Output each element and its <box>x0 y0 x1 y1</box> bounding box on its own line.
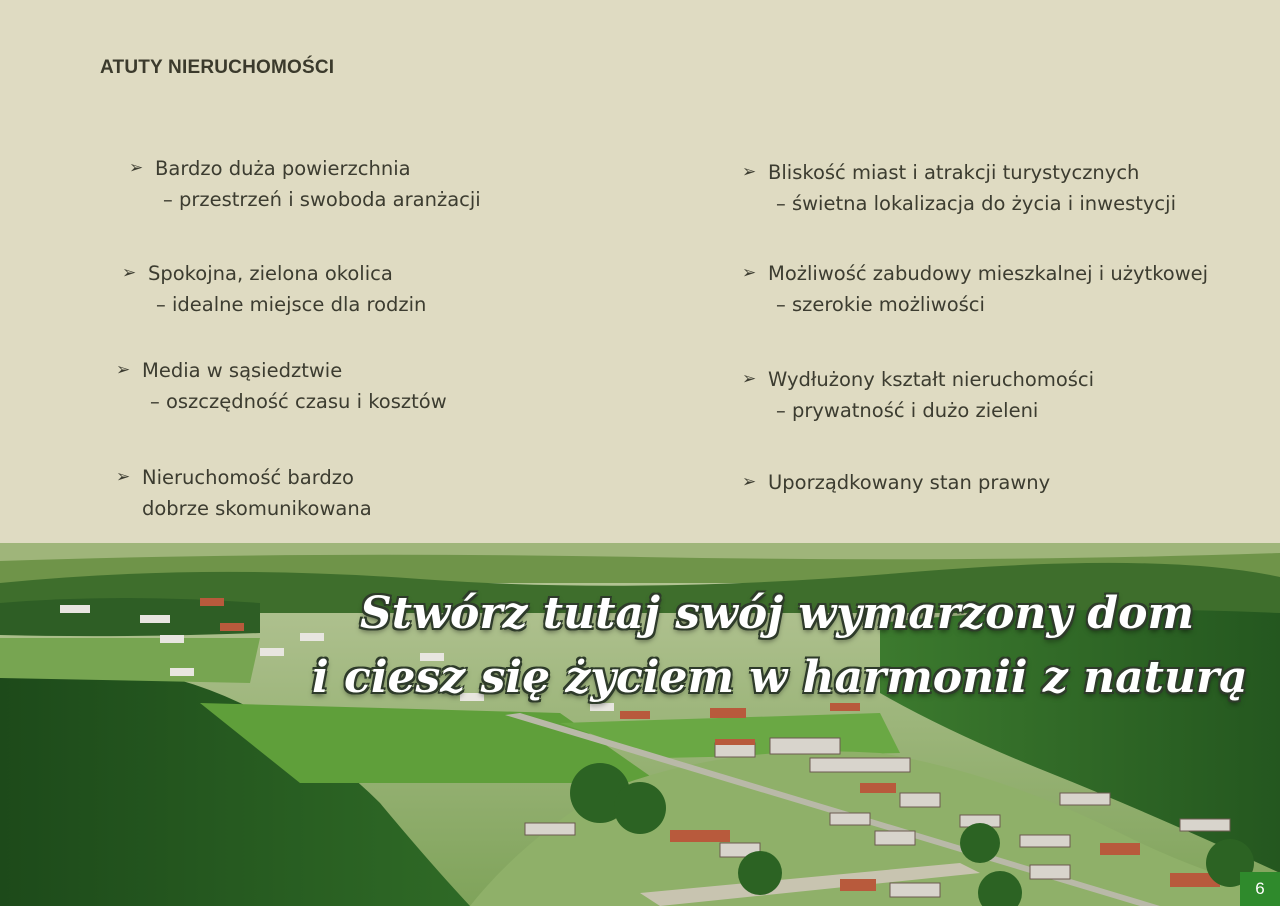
slogan-line-2: i ciesz się życiem w harmonii z naturą <box>312 652 1248 703</box>
arrowhead-bullet-icon: ➢ <box>122 263 137 283</box>
feature-detail: – prywatność i dużo zieleni <box>776 399 1039 422</box>
feature-detail: – świetna lokalizacja do życia i inwestycji <box>776 192 1176 215</box>
feature-title: Nieruchomość bardzo <box>142 466 354 489</box>
feature-title: Wydłużony kształt nieruchomości <box>768 368 1095 391</box>
feature-item <box>742 364 1094 426</box>
feature-item <box>129 153 481 215</box>
arrowhead-bullet-icon: ➢ <box>742 162 757 182</box>
feature-detail: – przestrzeń i swoboda aranżacji <box>163 188 481 211</box>
feature-detail: – oszczędność czasu i kosztów <box>150 390 447 413</box>
arrowhead-bullet-icon: ➢ <box>742 263 757 283</box>
feature-detail: – idealne miejsce dla rodzin <box>156 293 427 316</box>
arrowhead-bullet-icon: ➢ <box>742 472 757 492</box>
feature-item <box>122 258 426 320</box>
feature-detail: dobrze skomunikowana <box>142 497 372 520</box>
feature-item <box>742 467 1050 498</box>
feature-title: Spokojna, zielona okolica <box>148 262 393 285</box>
feature-item <box>116 355 447 417</box>
arrowhead-bullet-icon: ➢ <box>116 467 131 487</box>
feature-title: Możliwość zabudowy mieszkalnej i użytkowej <box>768 262 1209 285</box>
feature-title: Bardzo duża powierzchnia <box>155 157 411 180</box>
arrowhead-bullet-icon: ➢ <box>116 360 131 380</box>
arrowhead-bullet-icon: ➢ <box>129 158 144 178</box>
feature-title: Bliskość miast i atrakcji turystycznych <box>768 161 1140 184</box>
feature-title: Uporządkowany stan prawny <box>768 471 1051 494</box>
feature-item <box>742 157 1176 219</box>
feature-item <box>742 258 1208 320</box>
arrowhead-bullet-icon: ➢ <box>742 369 757 389</box>
feature-item <box>116 462 372 524</box>
feature-detail: – szerokie możliwości <box>776 293 985 316</box>
page-number-badge: 6 <box>1240 872 1280 906</box>
section-heading: ATUTY NIERUCHOMOŚCI <box>100 57 335 78</box>
slogan-line-1: Stwórz tutaj swój wymarzony dom <box>360 588 1195 639</box>
feature-title: Media w sąsiedztwie <box>142 359 343 382</box>
